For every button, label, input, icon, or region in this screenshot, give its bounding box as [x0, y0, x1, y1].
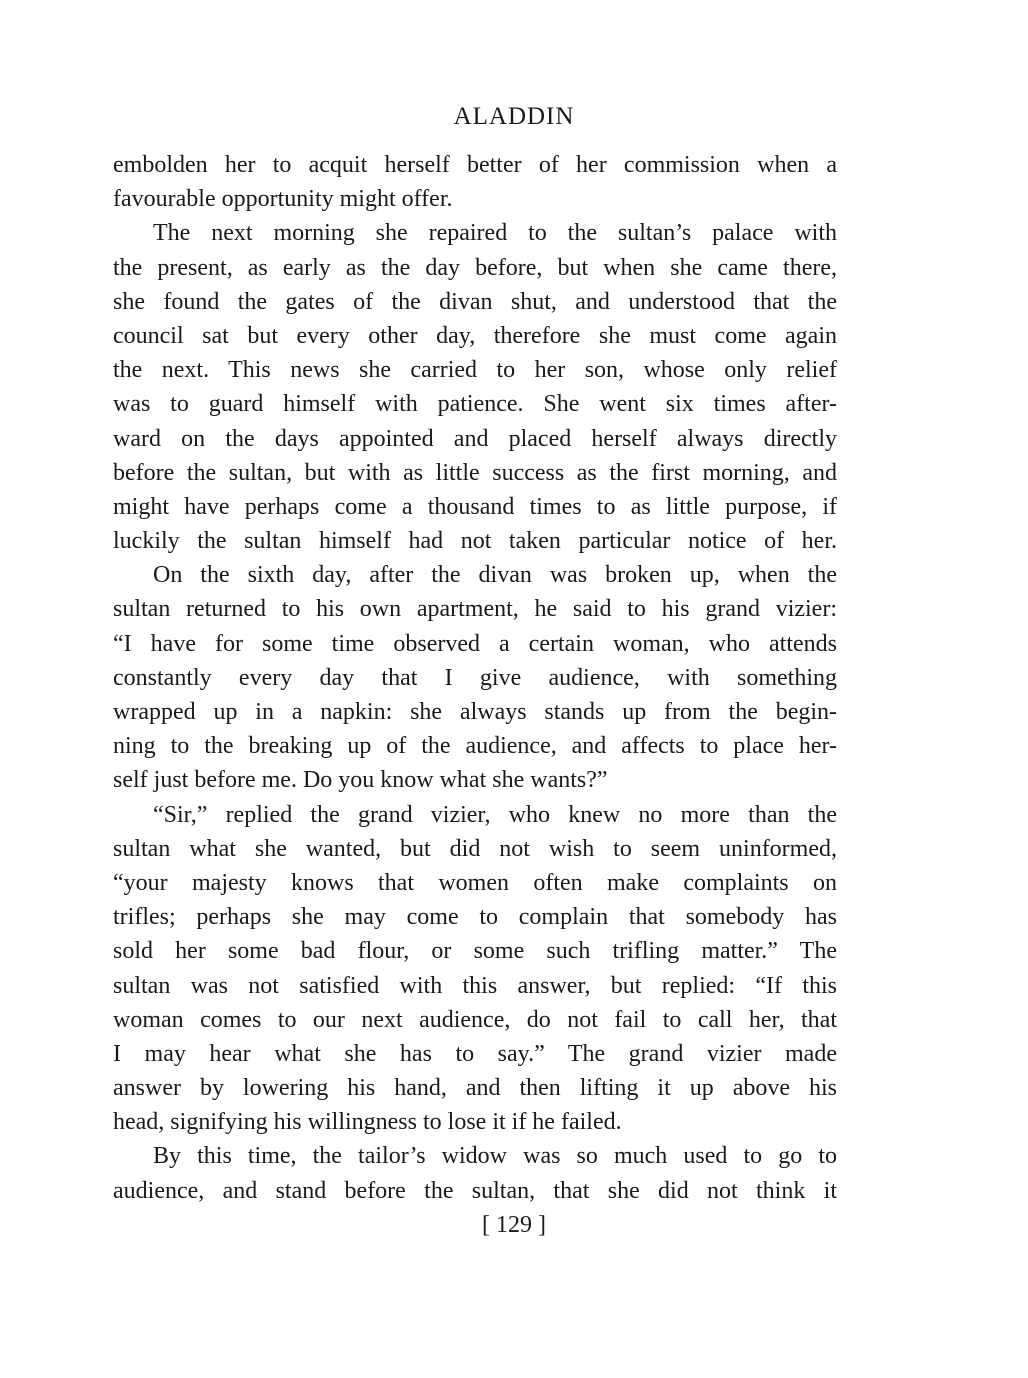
text-line: “your majesty knows that women often make complaints on	[113, 869, 837, 896]
body-text	[113, 148, 837, 1208]
text-line: sold her some bad flour, or some such trifling matter.” The	[113, 938, 837, 965]
text-line: sultan returned to his own apartment, he said to his grand vizier:	[113, 596, 837, 623]
text-line: “I have for some time observed a certain woman, who attends	[113, 630, 837, 657]
text-line: I may hear what she has to say.” The grand vizier made	[113, 1040, 837, 1067]
text-line: before the sultan, but with as little success as the first morning, and	[113, 459, 837, 486]
running-title: ALADDIN	[453, 103, 575, 130]
paragraph-first-line: On the sixth day, after the divan was broken up, when the	[153, 562, 837, 589]
text-line: ning to the breaking up of the audience, and affects to place her-	[113, 733, 837, 760]
text-line: ward on the days appointed and placed herself always directly	[113, 425, 837, 452]
text-line: self just before me. Do you know what she wants?”	[113, 767, 608, 794]
text-line: council sat but every other day, therefore she must come again	[113, 322, 837, 349]
text-line: favourable opportunity might offer.	[113, 186, 453, 213]
text-line: sultan what she wanted, but did not wish to seem uninformed,	[113, 835, 837, 862]
text-line: woman comes to our next audience, do not fail to call her, that	[113, 1006, 837, 1033]
text-line: she found the gates of the divan shut, and understood that the	[113, 288, 837, 315]
text-line: head, signifying his willingness to lose it if he failed.	[113, 1109, 622, 1136]
text-line: the present, as early as the day before, but when she came there,	[113, 254, 837, 281]
text-line: embolden her to acquit herself better of her commission when a	[113, 152, 837, 178]
text-line: was to guard himself with patience. She went six times after-	[113, 391, 837, 418]
text-line: trifles; perhaps she may come to complain that somebody has	[113, 904, 837, 931]
text-line: answer by lowering his hand, and then lifting it up above his	[113, 1075, 837, 1102]
text-line: might have perhaps come a thousand times to as little purpose, if	[113, 493, 837, 520]
paragraph-first-line: “Sir,” replied the grand vizier, who knew no more than the	[153, 801, 837, 828]
text-line: wrapped up in a napkin: she always stands up from the begin-	[113, 699, 837, 725]
text-line: audience, and stand before the sultan, that she did not think it	[113, 1177, 837, 1204]
page-number: [ 129 ]	[482, 1212, 546, 1238]
text-line: constantly every day that I give audience, with something	[113, 664, 837, 691]
paragraph-first-line: By this time, the tailor’s widow was so much used to go to	[153, 1143, 837, 1170]
text-line: the next. This news she carried to her son, whose only relief	[113, 357, 837, 384]
text-line: luckily the sultan himself had not taken particular notice of her.	[113, 528, 837, 555]
paragraph-first-line: The next morning she repaired to the sultan’s palace with	[153, 220, 837, 247]
text-line: sultan was not satisfied with this answer, but replied: “If this	[113, 972, 837, 999]
